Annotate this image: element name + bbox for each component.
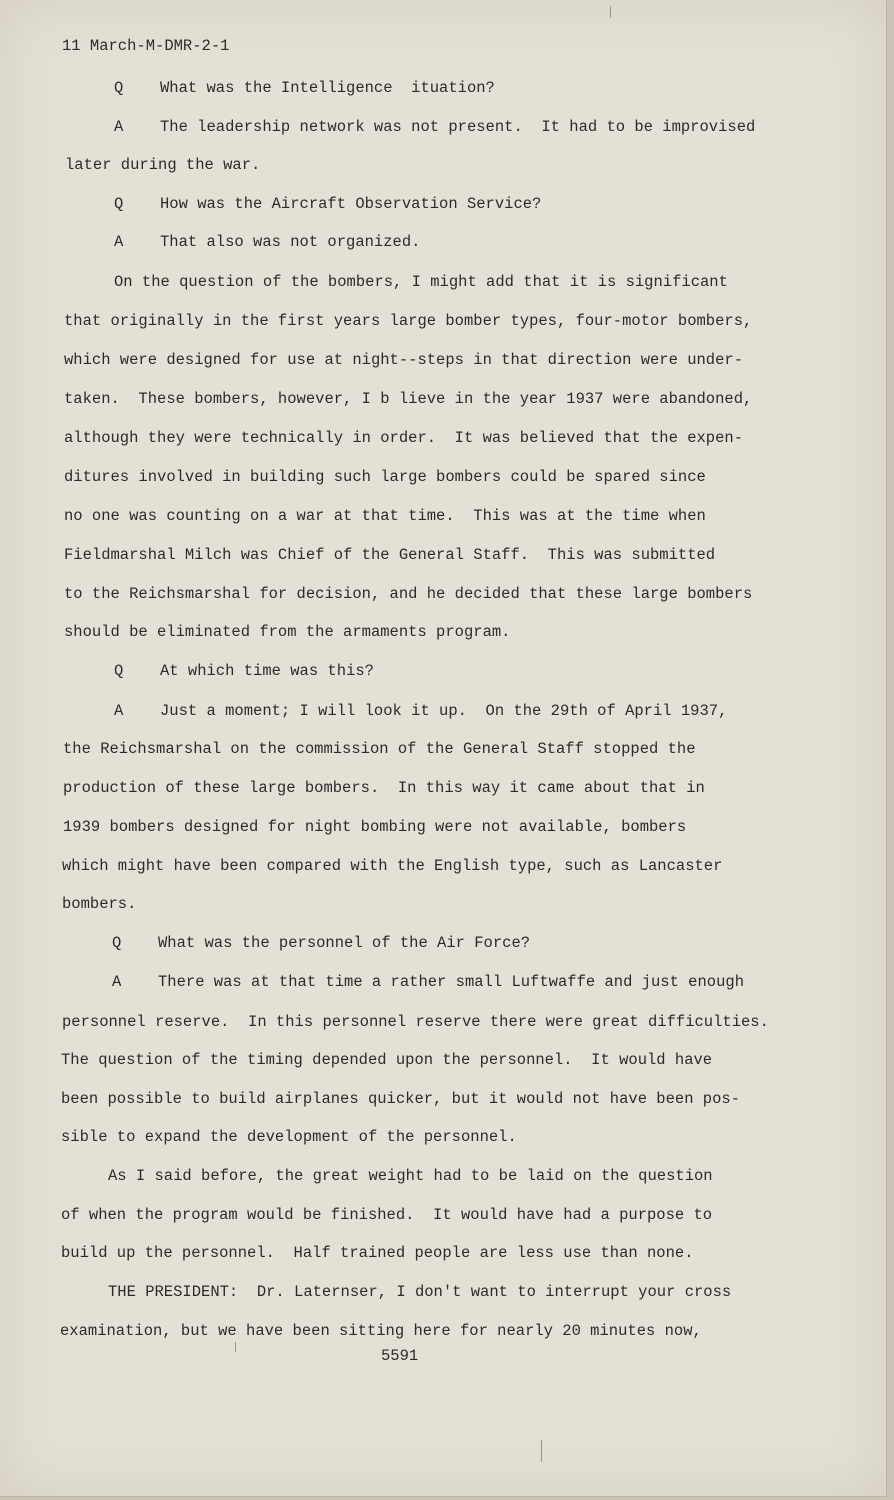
text-line: that originally in the first years large bomber types, four-motor bombers,: [64, 312, 753, 330]
text-line: been possible to build airplanes quicker, but it would not have been pos-: [61, 1090, 741, 1108]
text-line: On the question of the bombers, I might add that it is significant: [114, 273, 728, 291]
text-line: ditures involved in building such large bombers could be spared since: [64, 468, 706, 486]
text-line: 1939 bombers designed for night bombing were not available, bombers: [63, 818, 687, 836]
paper-mark: [235, 1342, 236, 1352]
text-line: of when the program would be finished. It would have had a purpose to: [61, 1206, 713, 1224]
text-line: bombers.: [62, 895, 137, 913]
qa-label: A: [114, 118, 124, 136]
text-line: At which time was this?: [160, 662, 374, 680]
text-line: examination, but we have been sitting here for nearly 20 minutes now,: [60, 1322, 702, 1340]
text-line: The leadership network was not present. It had to be improvised: [160, 118, 756, 136]
qa-label: Q: [114, 195, 124, 213]
text-line: taken. These bombers, however, I b lieve in the year 1937 were abandoned,: [64, 390, 753, 408]
text-line: What was the personnel of the Air Force?: [158, 934, 531, 952]
text-line: Just a moment; I will look it up. On the 29th of April 1937,: [160, 702, 728, 720]
text-line: no one was counting on a war at that time. This was at the time when: [64, 507, 706, 525]
paper-mark: [541, 1440, 542, 1462]
text-line: sible to expand the development of the personnel.: [61, 1128, 517, 1146]
text-line: later during the war.: [65, 156, 261, 174]
text-line: which were designed for use at night--steps in that direction were under-: [64, 351, 744, 369]
text-line: build up the personnel. Half trained people are less use than none.: [61, 1244, 694, 1262]
text-line: That also was not organized.: [160, 233, 421, 251]
qa-label: A: [112, 973, 122, 991]
text-line: should be eliminated from the armaments program.: [64, 623, 511, 641]
text-line: THE PRESIDENT: Dr. Laternser, I don't want to interrupt your cross: [108, 1283, 732, 1301]
text-line: There was at that time a rather small Luftwaffe and just enough: [158, 973, 744, 991]
text-line: How was the Aircraft Observation Service?: [160, 195, 542, 213]
text-line: although they were technically in order. It was believed that the expen-: [64, 429, 744, 447]
qa-label: A: [114, 233, 124, 251]
text-line: production of these large bombers. In this way it came about that in: [63, 779, 705, 797]
qa-label: Q: [114, 662, 124, 680]
text-line: As I said before, the great weight had to be laid on the question: [108, 1167, 713, 1185]
qa-label: A: [114, 702, 124, 720]
paper-mark: [610, 6, 611, 18]
page-header: 11 March-M-DMR-2-1: [62, 37, 230, 55]
qa-label: Q: [112, 934, 122, 952]
text-line: which might have been compared with the English type, such as Lancaster: [62, 857, 723, 875]
text-line: Fieldmarshal Milch was Chief of the General Staff. This was submitted: [64, 546, 716, 564]
text-line: What was the Intelligence ituation?: [160, 79, 495, 97]
text-line: to the Reichsmarshal for decision, and he decided that these large bombers: [64, 585, 753, 603]
page-number: 5591: [381, 1347, 419, 1365]
qa-label: Q: [114, 79, 124, 97]
text-line: the Reichsmarshal on the commission of the General Staff stopped the: [63, 740, 696, 758]
text-line: personnel reserve. In this personnel reserve there were great difficulties.: [62, 1013, 769, 1031]
text-line: The question of the timing depended upon the personnel. It would have: [61, 1051, 713, 1069]
